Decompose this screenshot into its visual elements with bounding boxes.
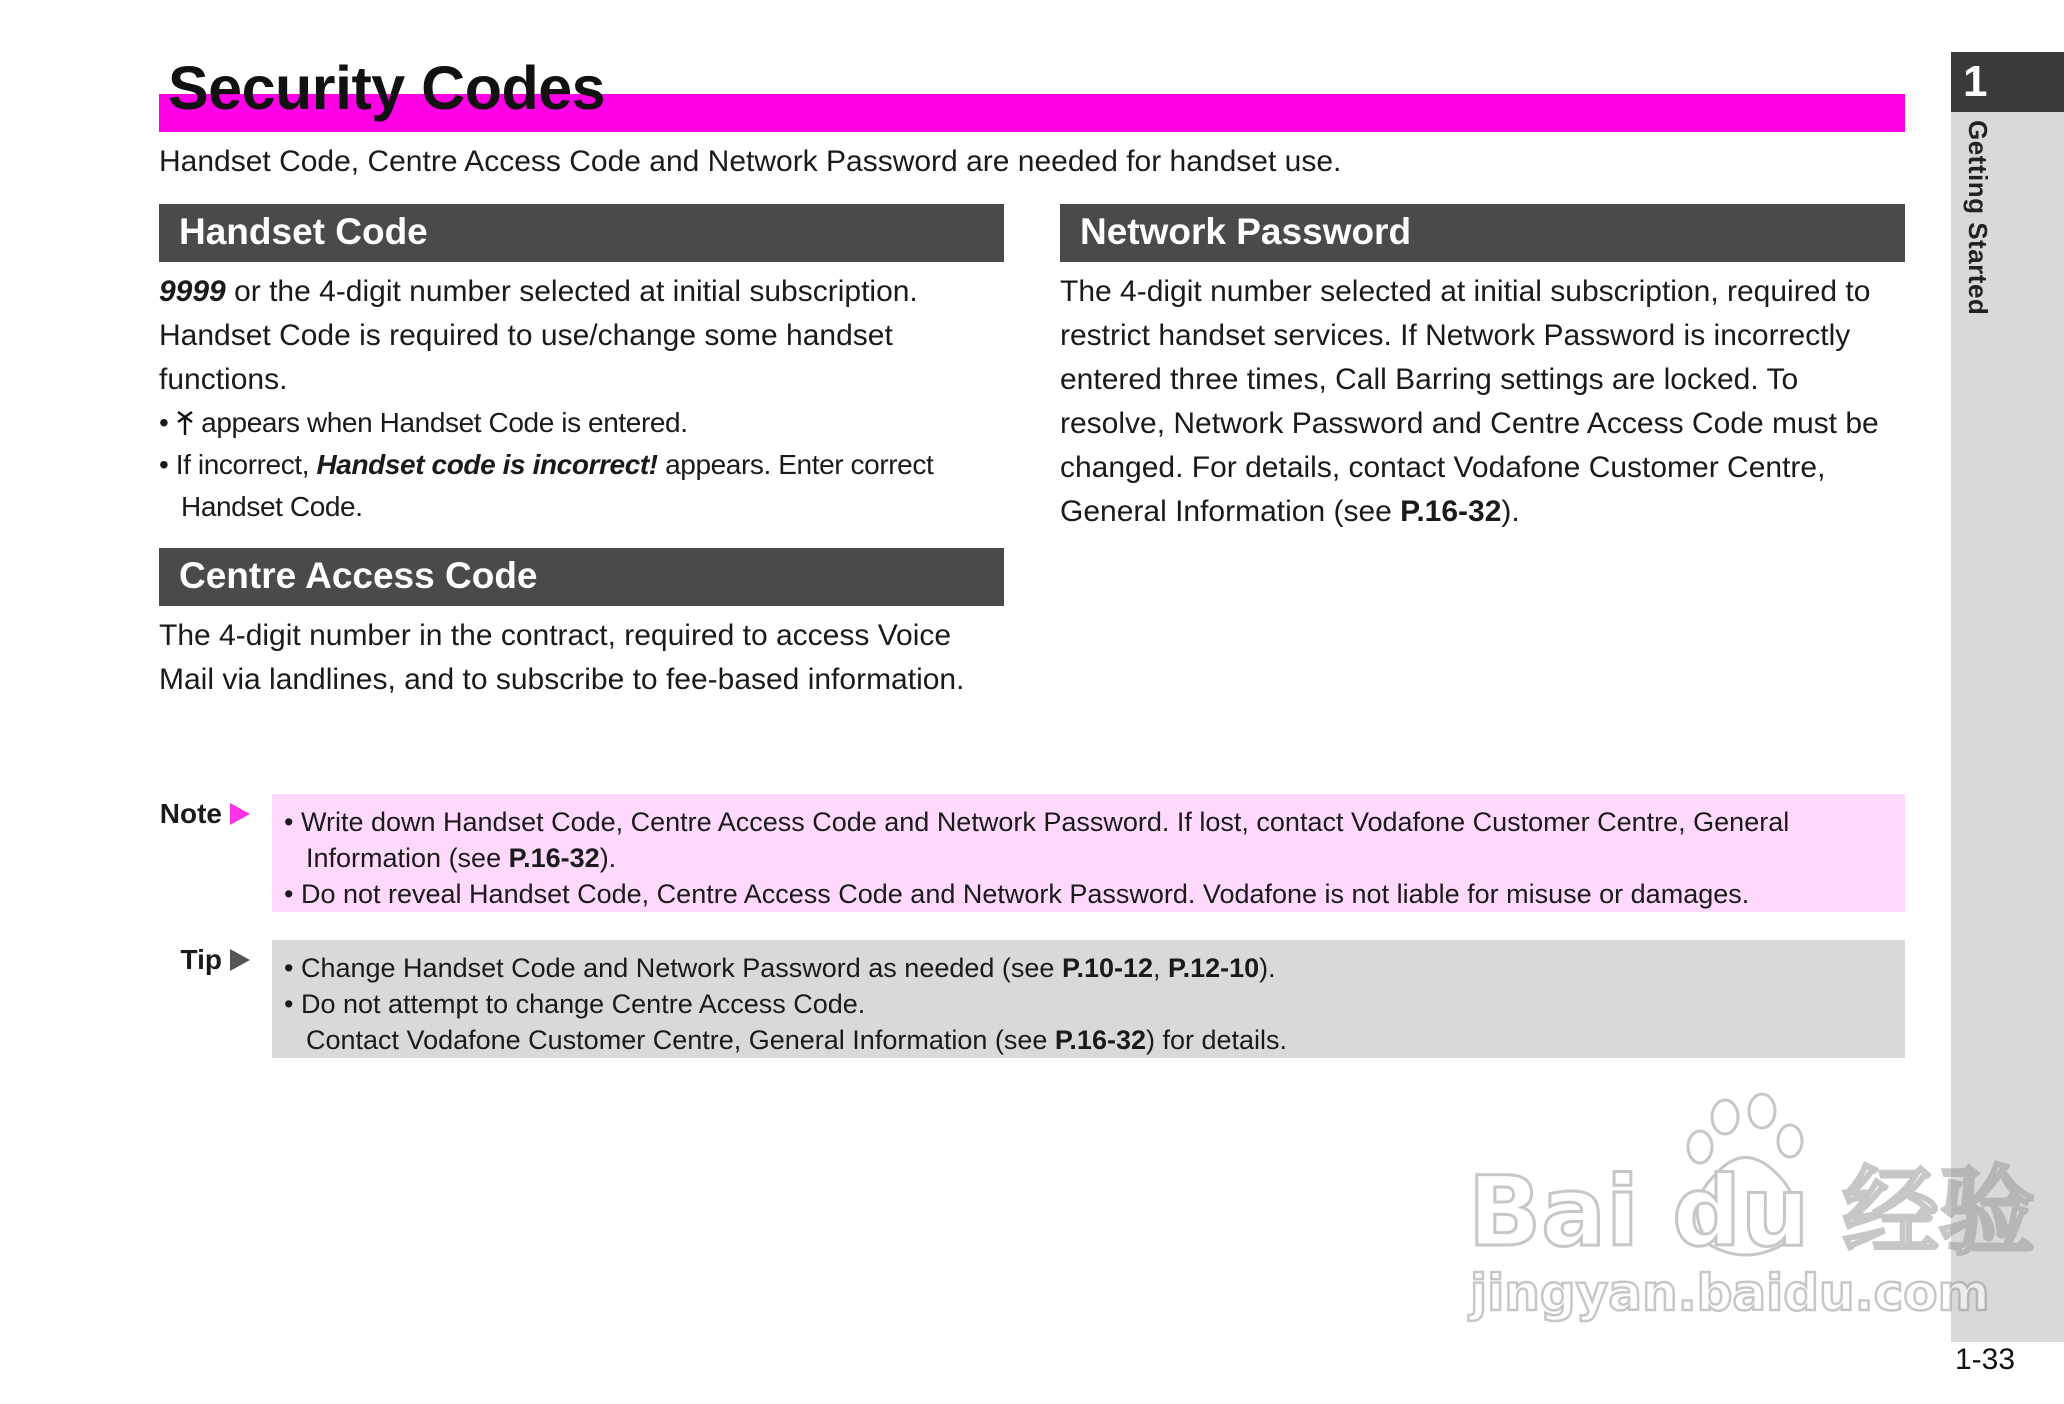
tip-box: [272, 940, 1905, 1058]
intro-text: Handset Code, Centre Access Code and Network Password are needed for handset use.: [159, 145, 1342, 178]
centre-access-code-body: The 4-digit number in the contract, required to access Voice Mail via landlines, and to subscribe to fee-based information.: [159, 619, 965, 696]
watermark-brand: Bai du 经验: [1468, 1156, 2035, 1268]
list-item: • appears when Handset Code is entered.: [159, 407, 688, 438]
list-item: • Do not reveal Handset Code, Centre Access Code and Network Password. Vodafone is not liable for misuse or damages.: [284, 879, 1750, 909]
note-arrow-icon: [230, 803, 250, 825]
tip-arrow-icon: [230, 949, 250, 971]
page-reference: P.10-12: [1061, 953, 1154, 983]
antenna-x-icon: [176, 407, 194, 438]
list-item: • Write down Handset Code, Centre Access Code and Network Password. If lost, contact Vodafone Customer Centre, General Information (see P.16-32).: [284, 807, 1790, 873]
handset-code-section: [159, 270, 1009, 528]
error-message: Handset code is incorrect!: [316, 449, 658, 480]
page-title: Security Codes: [168, 54, 606, 122]
handset-code-line1: 9999 or the 4-digit number selected at initial subscription.: [159, 275, 918, 308]
page-reference: P.12-10: [1168, 953, 1260, 983]
watermark-url: jingyan.baidu.com: [1470, 1264, 1990, 1322]
centre-access-code-heading: Centre Access Code: [159, 548, 1004, 606]
baidu-watermark-logo: [1460, 1095, 2035, 1325]
page-reference: P.16-32: [1054, 1025, 1146, 1055]
list-item: • If incorrect, Handset code is incorrect! appears. Enter correct Handset Code.: [159, 449, 934, 522]
chapter-number: 1: [1951, 52, 2064, 112]
page-title-area: [159, 52, 1905, 132]
chapter-label: Getting Started: [1963, 120, 1993, 316]
handset-code-bullets: [159, 402, 1009, 528]
list-item: • Do not attempt to change Centre Access Code. Contact Vodafone Customer Centre, General Information (see P.16-32) for details.: [284, 989, 1288, 1055]
list-item: • Change Handset Code and Network Password as needed (see P.10-12, P.12-10).: [284, 953, 1276, 983]
handset-code-heading: Handset Code: [159, 204, 1004, 262]
network-password-heading: Network Password: [1060, 204, 1905, 262]
page-reference: P.16-32: [1400, 495, 1502, 528]
tip-label: Tip: [140, 942, 250, 978]
note-label: Note: [140, 796, 250, 832]
page-number: 1-33: [1955, 1343, 2016, 1376]
handset-code-line2: Handset Code is required to use/change some handset functions.: [159, 319, 893, 396]
page-reference: P.16-32: [508, 843, 600, 873]
default-code: 9999: [159, 275, 226, 308]
network-password-body: The 4-digit number selected at initial subscription, required to restrict handset services. If Network Password is incorrectly entered three times, Call Barring settings are locked. To resolve, Network Password and Centre Access Code must be changed. For details, contact Vodafone Customer Centre, General Information (see P.16-32).: [1060, 275, 1879, 528]
note-box: [272, 794, 1905, 912]
